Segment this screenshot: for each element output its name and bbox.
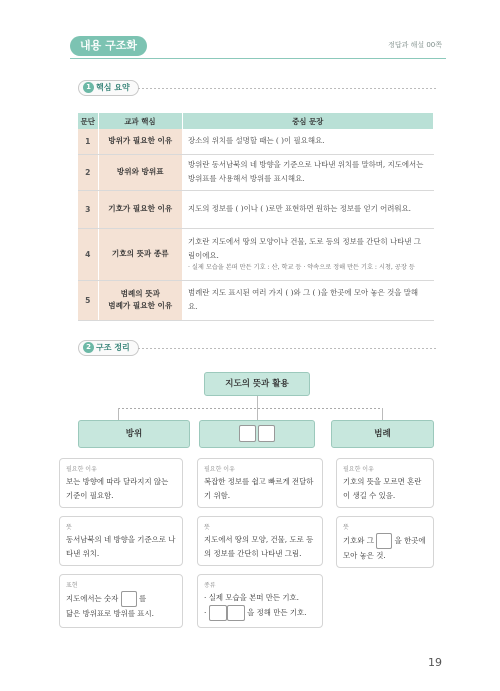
connector-line: [118, 408, 382, 409]
answer-blank[interactable]: [258, 425, 275, 442]
connector-line: [257, 396, 258, 408]
row-key: 기호가 필요한 이유: [98, 190, 182, 228]
section-title: 내용 구조화: [70, 36, 147, 56]
table-row: [78, 228, 434, 280]
table-row: [78, 129, 434, 154]
col-header-sentence: 중심 문장: [182, 113, 434, 129]
category-direction: 방위: [78, 420, 190, 448]
card-label: 종류: [204, 582, 216, 589]
answer-blank[interactable]: [121, 591, 137, 607]
card-text: 동서남북의 네 방향을 기준으로 나타낸 위치.: [66, 535, 176, 558]
card-text: 기호의 뜻을 모르면 혼란이 생길 수 있음.: [343, 477, 422, 500]
table-header-row: [78, 113, 434, 129]
card-text: [204, 591, 316, 621]
answer-blank[interactable]: [376, 533, 392, 549]
row-key-cell: [98, 280, 182, 320]
card-text-part: ·: [204, 608, 207, 617]
connector-line: [257, 408, 258, 420]
answer-blank[interactable]: [209, 605, 227, 621]
row-key: 방위와 방위표: [98, 154, 182, 190]
card-direction-meaning: [59, 516, 183, 566]
summary-badge: [78, 80, 139, 96]
card-text: [343, 533, 427, 563]
card-label: 뜻: [343, 524, 349, 531]
structure-badge: [78, 340, 139, 356]
page-number: 19: [428, 656, 442, 669]
row-sentence-cell: [182, 228, 434, 280]
summary-rule: [138, 88, 438, 89]
card-text-part: 을 정해 만든 기호.: [247, 608, 307, 617]
answer-blank[interactable]: [239, 425, 256, 442]
table-row: [78, 154, 434, 190]
row-number: 1: [78, 129, 98, 154]
row-key-line2: 범례가 필요한 이유: [108, 301, 173, 310]
card-legend-meaning: [336, 516, 434, 568]
row-sentence: 범례란 지도 표시된 여러 가지 ( )와 그 ( )을 한곳에 모아 놓은 것을 말해요.: [182, 280, 434, 320]
card-text-part: 을 한곳에: [394, 536, 426, 545]
row-sentence: 기호란 지도에서 땅의 모양이나 건물, 도로 등의 정보를 간단히 나타낸 그림이에요.: [188, 237, 421, 260]
card-text: 지도에서 땅의 모양, 건물, 도로 등의 정보를 간단히 나타낸 그림.: [204, 535, 314, 558]
category-legend: 범례: [331, 420, 434, 448]
card-legend-reason: [336, 458, 434, 508]
card-direction-reason: [59, 458, 183, 508]
card-text: 보는 방향에 따라 달라지지 않는 기준이 필요함.: [66, 477, 169, 500]
card-direction-expression: [59, 574, 183, 628]
header-divider: [70, 58, 446, 59]
answer-blank[interactable]: [227, 605, 245, 621]
row-sentence: 방위란 동서남북의 네 방향을 기준으로 나타낸 위치를 말하며, 지도에서는 방위표를 사용해서 방위를 표시해요.: [182, 154, 434, 190]
row-number: 5: [78, 280, 98, 320]
col-header-key: 교과 핵심: [98, 113, 182, 129]
summary-badge-number: 1: [83, 82, 94, 93]
diagram-top-box: 지도의 뜻과 활용: [204, 372, 310, 396]
summary-table: [78, 113, 434, 321]
card-text: 복잡한 정보를 쉽고 빠르게 전달하기 위함.: [204, 477, 314, 500]
row-sentence: 지도의 정보를 ( )이나 ( )로만 표현하면 원하는 정보를 얻기 어려워요.: [182, 190, 434, 228]
row-example: · 실제 모습을 본떠 만든 기호 : 산, 학교 등 · 약속으로 정해 만든 기호 : 시청, 공장 등: [188, 264, 415, 271]
card-label: 표현: [66, 582, 78, 589]
card-text-part: 를: [139, 594, 147, 603]
row-number: 4: [78, 228, 98, 280]
summary-badge-label: 핵심 요약: [96, 83, 130, 92]
card-label: 필요한 이유: [66, 466, 97, 473]
structure-rule: [138, 348, 438, 349]
connector-line: [382, 408, 383, 420]
card-label: 필요한 이유: [343, 466, 374, 473]
card-label: 뜻: [204, 524, 210, 531]
card-label: 필요한 이유: [204, 466, 235, 473]
structure-badge-number: 2: [83, 342, 94, 353]
col-header-paragraph: 문단: [78, 113, 98, 129]
row-key-line1: 범례의 뜻과: [120, 289, 160, 298]
answer-reference: 정답과 해설 00쪽: [388, 41, 442, 49]
structure-badge-label: 구조 정리: [96, 343, 130, 352]
category-symbol-blank: [199, 420, 315, 448]
table-row: [78, 190, 434, 228]
card-symbol-reason: [197, 458, 323, 508]
card-text-part: 기호와 그: [343, 536, 374, 545]
row-number: 2: [78, 154, 98, 190]
row-key: 방위가 필요한 이유: [98, 129, 182, 154]
card-label: 뜻: [66, 524, 72, 531]
card-text-part: 지도에서는 숫자: [66, 594, 119, 603]
connector-line: [118, 408, 119, 420]
card-text-part: · 실제 모습을 본떠 만든 기호.: [204, 593, 299, 602]
row-sentence: 장소의 위치를 설명할 때는 ( )이 필요해요.: [182, 129, 434, 154]
table-row: [78, 280, 434, 320]
card-symbol-meaning: [197, 516, 323, 566]
card-text-part: 닮은 방위표로 방위를 표시.: [66, 609, 154, 618]
row-key: 기호의 뜻과 종류: [98, 228, 182, 280]
card-symbol-types: [197, 574, 323, 628]
row-number: 3: [78, 190, 98, 228]
card-text: [66, 591, 176, 621]
card-text-part: 모아 놓은 것.: [343, 551, 386, 560]
